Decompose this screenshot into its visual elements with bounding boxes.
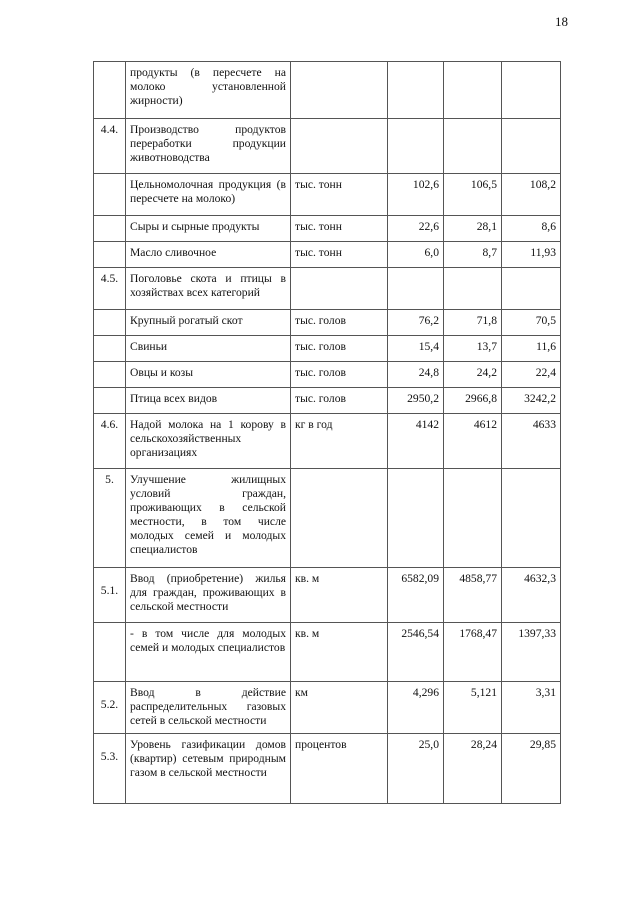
unit-cell: тыс. тонн <box>291 216 388 242</box>
unit-cell <box>291 268 388 310</box>
unit-cell: тыс. голов <box>291 362 388 388</box>
value-cell-2: 4858,77 <box>444 568 502 623</box>
table-row <box>94 310 561 336</box>
table-row <box>94 623 561 682</box>
value-cell-1: 4142 <box>388 414 444 469</box>
indicator-name-cell: Ввод (приобретение) жилья для граждан, проживающих в сельской местности <box>126 568 291 623</box>
indicator-name-cell: Уровень газификации домов (квартир) сетевым природным газом в сельской местности <box>126 734 291 804</box>
value-cell-2: 13,7 <box>444 336 502 362</box>
row-number-cell <box>94 174 126 216</box>
value-cell-1: 24,8 <box>388 362 444 388</box>
value-cell-3: 3242,2 <box>502 388 561 414</box>
table-row <box>94 362 561 388</box>
indicator-name-cell: Поголовье скота и птицы в хозяйствах всех категорий <box>126 268 291 310</box>
value-cell-2: 8,7 <box>444 242 502 268</box>
value-cell-1: 25,0 <box>388 734 444 804</box>
row-number-cell <box>94 623 126 682</box>
value-cell-2 <box>444 62 502 119</box>
table-row <box>94 242 561 268</box>
unit-cell: кв. м <box>291 623 388 682</box>
value-cell-3: 4633 <box>502 414 561 469</box>
value-cell-1: 76,2 <box>388 310 444 336</box>
value-cell-1: 15,4 <box>388 336 444 362</box>
unit-cell <box>291 62 388 119</box>
value-cell-3: 22,4 <box>502 362 561 388</box>
value-cell-1: 6,0 <box>388 242 444 268</box>
indicator-name-cell: Надой молока на 1 корову в сельскохозяйственных организациях <box>126 414 291 469</box>
value-cell-3 <box>502 268 561 310</box>
value-cell-1 <box>388 268 444 310</box>
table-row <box>94 682 561 734</box>
table-row <box>94 119 561 174</box>
indicators-table-body <box>94 62 561 804</box>
indicator-name-cell: Масло сливочное <box>126 242 291 268</box>
unit-cell: км <box>291 682 388 734</box>
table-row <box>94 469 561 568</box>
value-cell-3: 29,85 <box>502 734 561 804</box>
value-cell-1: 4,296 <box>388 682 444 734</box>
indicator-name-cell: Крупный рогатый скот <box>126 310 291 336</box>
unit-cell: тыс. голов <box>291 310 388 336</box>
value-cell-1 <box>388 62 444 119</box>
unit-cell: тыс. тонн <box>291 242 388 268</box>
value-cell-1: 6582,09 <box>388 568 444 623</box>
indicator-name-cell: Овцы и козы <box>126 362 291 388</box>
value-cell-2: 4612 <box>444 414 502 469</box>
indicator-name-cell: - в том числе для молодых семей и молодых специалистов <box>126 623 291 682</box>
unit-cell: тыс. тонн <box>291 174 388 216</box>
table-row <box>94 216 561 242</box>
value-cell-2: 28,1 <box>444 216 502 242</box>
table-row <box>94 388 561 414</box>
unit-cell: тыс. голов <box>291 336 388 362</box>
value-cell-3: 108,2 <box>502 174 561 216</box>
row-number-cell <box>94 216 126 242</box>
table-row <box>94 268 561 310</box>
value-cell-2: 24,2 <box>444 362 502 388</box>
row-number-cell <box>94 362 126 388</box>
indicator-name-cell: Улучшение жилищных условий граждан, проживающих в сельской местности, в том числе молодых семей и молодых специалистов <box>126 469 291 568</box>
value-cell-3: 4632,3 <box>502 568 561 623</box>
table-row <box>94 336 561 362</box>
value-cell-2: 106,5 <box>444 174 502 216</box>
indicators-table <box>93 61 561 804</box>
unit-cell: кг в год <box>291 414 388 469</box>
unit-cell <box>291 469 388 568</box>
value-cell-3: 8,6 <box>502 216 561 242</box>
row-number-cell <box>94 62 126 119</box>
row-number-cell: 5. <box>94 469 126 568</box>
value-cell-1: 2546,54 <box>388 623 444 682</box>
value-cell-1 <box>388 119 444 174</box>
indicator-name-cell: Ввод в действие распределительных газовых сетей в сельской местности <box>126 682 291 734</box>
table-row <box>94 62 561 119</box>
value-cell-3: 11,93 <box>502 242 561 268</box>
value-cell-3 <box>502 62 561 119</box>
value-cell-2: 2966,8 <box>444 388 502 414</box>
unit-cell <box>291 119 388 174</box>
value-cell-1: 102,6 <box>388 174 444 216</box>
unit-cell: кв. м <box>291 568 388 623</box>
table-row <box>94 174 561 216</box>
row-number-cell: 4.5. <box>94 268 126 310</box>
value-cell-3: 1397,33 <box>502 623 561 682</box>
value-cell-3 <box>502 469 561 568</box>
table-row <box>94 414 561 469</box>
value-cell-2: 5,121 <box>444 682 502 734</box>
page-number: 18 <box>555 14 568 29</box>
value-cell-1: 22,6 <box>388 216 444 242</box>
indicator-name-cell: Производство продуктов переработки продукции животноводства <box>126 119 291 174</box>
indicator-name-cell: продукты (в пересчете на молоко установленной жирности) <box>126 62 291 119</box>
value-cell-3 <box>502 119 561 174</box>
indicator-name-cell: Сыры и сырные продукты <box>126 216 291 242</box>
row-number-cell: 4.4. <box>94 119 126 174</box>
indicator-name-cell: Цельномолочная продукция (в пересчете на молоко) <box>126 174 291 216</box>
value-cell-2: 28,24 <box>444 734 502 804</box>
table-row <box>94 568 561 623</box>
value-cell-1: 2950,2 <box>388 388 444 414</box>
value-cell-3: 11,6 <box>502 336 561 362</box>
table-row <box>94 734 561 804</box>
value-cell-3: 3,31 <box>502 682 561 734</box>
row-number-cell <box>94 242 126 268</box>
row-number-cell: 5.2. <box>94 682 126 734</box>
indicator-name-cell: Свиньи <box>126 336 291 362</box>
row-number-cell: 4.6. <box>94 414 126 469</box>
value-cell-2 <box>444 469 502 568</box>
unit-cell: тыс. голов <box>291 388 388 414</box>
row-number-cell: 5.1. <box>94 568 126 623</box>
row-number-cell: 5.3. <box>94 734 126 804</box>
row-number-cell <box>94 388 126 414</box>
indicator-name-cell: Птица всех видов <box>126 388 291 414</box>
row-number-cell <box>94 310 126 336</box>
value-cell-2: 71,8 <box>444 310 502 336</box>
value-cell-2: 1768,47 <box>444 623 502 682</box>
unit-cell: процентов <box>291 734 388 804</box>
value-cell-2 <box>444 268 502 310</box>
value-cell-3: 70,5 <box>502 310 561 336</box>
value-cell-2 <box>444 119 502 174</box>
value-cell-1 <box>388 469 444 568</box>
row-number-cell <box>94 336 126 362</box>
